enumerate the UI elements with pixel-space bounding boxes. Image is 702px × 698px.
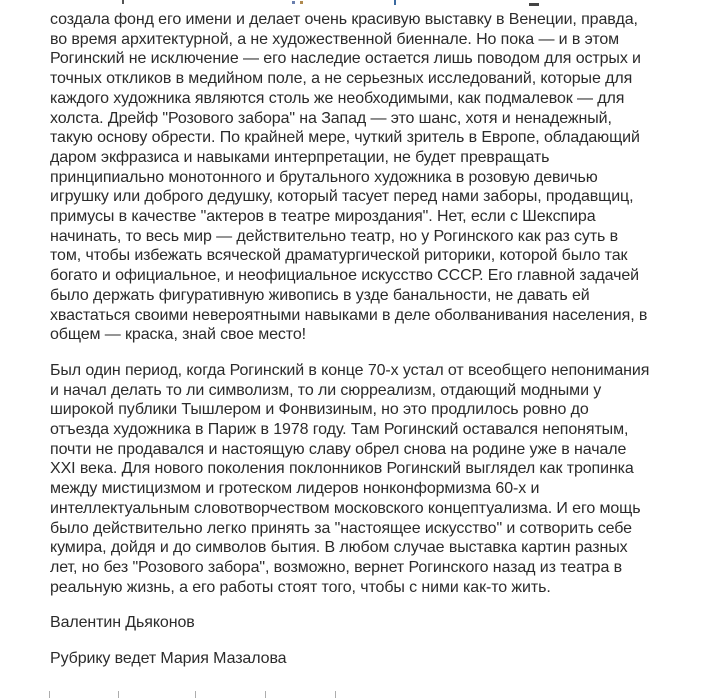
text-line: общем — краска, знай свое место! (50, 326, 306, 344)
text-line: между мистицизмом и гротеском лидеров нонконформизма 60-х и (50, 480, 540, 498)
text-line: создала фонд его имени и делает очень красивую выставку в Венеции, правда, (50, 11, 638, 28)
descender-mark (300, 1, 303, 4)
article-body (50, 10, 678, 669)
text-line: такую основу обрести. По крайней мере, чуткий зритель в Европе, обладающий (50, 129, 640, 147)
text-line: XXI века. Для нового поколения поклонников Рогинский выглядел как тропинка (50, 460, 634, 478)
text-line: почти не продавался и настоящую славу обрел снова на родине уже в начале (50, 440, 627, 458)
descender-mark (529, 3, 539, 6)
text-line: широкой публики Тышлером и Фонвизиным, но это продлилось ровно до (50, 401, 589, 419)
clipped-text-remnant (0, 0, 702, 6)
text-line: реальную жизнь, а его работы стоят того, чтобы с ними как-то жить. (50, 578, 551, 596)
text-line: каждого художника являются столь же необходимыми, как подмалевок — для (50, 89, 625, 107)
descender-mark (292, 1, 295, 4)
share-button-separator (118, 691, 119, 698)
editor-note: Рубрику ведет Мария Мазалова (50, 650, 287, 668)
text-line: интеллектуальным словотворчеством московского концептуализма. И его мощь (50, 499, 641, 517)
text-line: было действительно легко принять за "настоящее искусство" и сотворить себе (50, 519, 632, 537)
share-button-separator (195, 691, 196, 698)
text-line: во время архитектурной, а не художественной биеннале. Но пока — и в этом (50, 30, 620, 48)
text-line: богато и официальное, и неофициальное искусство СССР. Его главной задачей (50, 267, 639, 285)
descender-mark (122, 0, 124, 4)
article-paragraph-2 (50, 361, 678, 597)
text-line: даром экфразиса и навыками интерпретации, не будет превращать (50, 148, 550, 166)
text-line: начинать, то весь мир — действительно театр, но у Рогинского как раз суть в (50, 227, 619, 245)
text-line: хвастаться своими невероятными навыками в деле оболванивания населения, в (50, 306, 648, 324)
descender-mark (394, 0, 396, 5)
share-button-separator (49, 691, 50, 698)
author-byline: Валентин Дьяконов (50, 614, 195, 632)
article-paragraph-1 (50, 10, 678, 345)
text-line: игрушку или доброго дедушку, который тасует перед нами заборы, продавщиц, (50, 188, 634, 206)
text-line: точных откликов в медийном поле, а не серьезных исследований, которые для (50, 70, 633, 88)
text-line: примусы в качестве "актеров в театре мироздания". Нет, если с Шекспира (50, 208, 596, 226)
text-line: кумира, дойдя и до символов бытия. В любом случае выставка картин разных (50, 539, 628, 557)
text-line: Рогинский не исключение — его наследие остается лишь поводом для острых и (50, 50, 641, 68)
share-button-separator (335, 691, 336, 698)
text-line: том, чтобы избежать всяческой драматургической риторики, которой было так (50, 247, 628, 265)
text-line: Был один период, когда Рогинский в конце 70-х устал от всеобщего непонимания (50, 361, 650, 379)
text-line: и начал делать то ли символизм, то ли сюрреализм, отдающий модными у (50, 381, 602, 399)
text-line: холста. Дрейф "Розового забора" на Запад — это шанс, хотя и ненадежный, (50, 109, 612, 127)
text-line: было держать фигуративную живопись в узде банальности, не давать ей (50, 286, 590, 304)
text-line: отъезда художника в Париж в 1978 году. Там Рогинский оставался непонятым, (50, 421, 629, 439)
share-button-separator (265, 691, 266, 698)
share-toolbar-clipped[interactable] (0, 690, 702, 698)
text-line: принципиально монотонного и брутального художника в розовую девичью (50, 168, 598, 186)
text-line: лет, но без "Розового забора", возможно, вернет Рогинского назад из театра в (50, 558, 623, 576)
